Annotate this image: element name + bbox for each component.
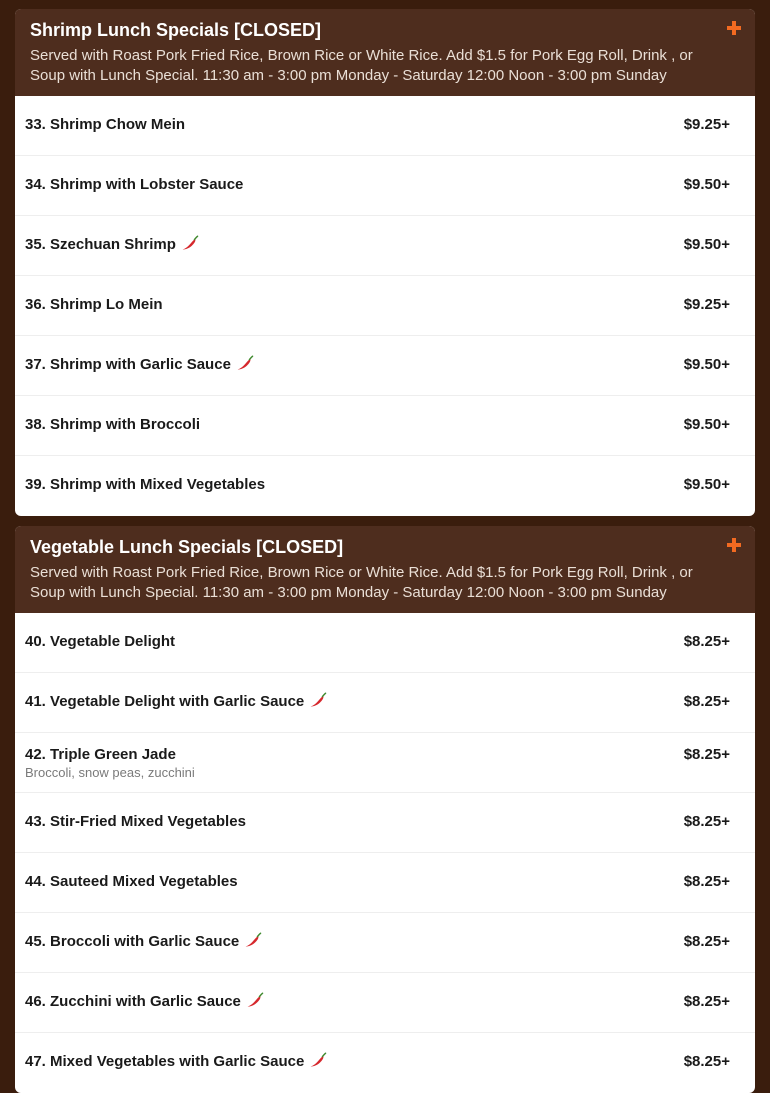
menu-item-name: [25, 115, 185, 135]
section-items: [15, 96, 755, 516]
menu-item-price: $9.25+: [683, 296, 730, 313]
section-header[interactable]: [15, 526, 755, 613]
menu-item-name: [25, 235, 199, 255]
menu-item-name: [25, 872, 238, 892]
menu-item-name-text: 35. Szechuan Shrimp: [25, 236, 176, 253]
menu-item-price: $9.50+: [683, 416, 730, 433]
menu-item[interactable]: [15, 853, 755, 913]
menu-item-name: [25, 355, 254, 375]
menu-item[interactable]: [15, 973, 755, 1033]
menu-item[interactable]: [15, 733, 755, 793]
menu-item-description: Broccoli, snow peas, zucchini: [25, 765, 195, 780]
menu-item-name: [25, 992, 264, 1012]
section-description: Served with Roast Pork Fried Rice, Brown Rice or White Rice. Add $1.5 for Pork Egg Roll, Drink , or Soup with Lunch Special. 11:30 am - 3:00 pm Monday - Saturday 12:00 Noon - 3:00 pm Sunday: [30, 47, 693, 84]
section-description: Served with Roast Pork Fried Rice, Brown Rice or White Rice. Add $1.5 for Pork Egg Roll, Drink , or Soup with Lunch Special. 11:30 am - 3:00 pm Monday - Saturday 12:00 Noon - 3:00 pm Sunday: [30, 564, 693, 601]
menu-item-name-text: 38. Shrimp with Broccoli: [25, 416, 201, 433]
chili-pepper-icon: [181, 235, 199, 251]
menu-item-name-text: 33. Shrimp Chow Mein: [25, 116, 186, 133]
menu-item-name-text: 45. Broccoli with Garlic Sauce: [25, 933, 240, 950]
menu-item-name: [25, 415, 200, 435]
chili-pepper-icon: [246, 992, 264, 1008]
chili-pepper-icon: [244, 932, 262, 948]
menu-item[interactable]: [15, 216, 755, 276]
plus-icon[interactable]: [725, 536, 743, 554]
menu-item-name: [25, 295, 163, 315]
menu-item-name-text: 43. Stir-Fried Mixed Vegetables: [25, 813, 246, 830]
menu-item-price: $8.25+: [683, 633, 730, 650]
menu-item-price: $8.25+: [683, 933, 730, 950]
menu-section-shrimp-lunch-specials: [15, 9, 755, 516]
menu-section-vegetable-lunch-specials: [15, 526, 755, 1093]
menu-item[interactable]: [15, 613, 755, 673]
menu-item-name-text: 46. Zucchini with Garlic Sauce: [25, 993, 241, 1010]
menu-item[interactable]: [15, 673, 755, 733]
menu-item-price: $9.50+: [683, 356, 730, 373]
menu-item-price: $8.25+: [683, 813, 730, 830]
menu-item[interactable]: [15, 1033, 755, 1093]
menu-item-name: [25, 1052, 327, 1072]
section-title: Vegetable Lunch Specials [CLOSED]: [30, 537, 344, 557]
menu-item-price: $9.50+: [683, 236, 730, 253]
menu-item-name: [25, 812, 246, 832]
chili-pepper-icon: [309, 692, 327, 708]
menu-item-name-text: 40. Vegetable Delight: [25, 633, 176, 650]
menu-item[interactable]: [15, 336, 755, 396]
menu-item-name-text: 47. Mixed Vegetables with Garlic Sauce: [25, 1053, 305, 1070]
plus-icon[interactable]: [725, 19, 743, 37]
menu-item-name-text: 36. Shrimp Lo Mein: [25, 296, 163, 313]
menu-item[interactable]: [15, 396, 755, 456]
menu-item-name-text: 42. Triple Green Jade: [25, 746, 176, 763]
menu-item-price: $8.25+: [683, 746, 730, 763]
menu-item-name: [25, 692, 327, 712]
menu-item[interactable]: [15, 793, 755, 853]
menu-item[interactable]: [15, 276, 755, 336]
menu-item-name: [25, 475, 265, 495]
section-items: [15, 613, 755, 1093]
menu-item-name: [25, 745, 176, 765]
menu-item-name-text: 41. Vegetable Delight with Garlic Sauce: [25, 693, 305, 710]
menu-item-price: $8.25+: [683, 873, 730, 890]
menu-item-price: $8.25+: [683, 693, 730, 710]
menu-item[interactable]: [15, 913, 755, 973]
menu-item-name: [25, 632, 175, 652]
menu-item-name-text: 37. Shrimp with Garlic Sauce: [25, 356, 231, 373]
menu-item-name: [25, 932, 262, 952]
menu-item-price: $8.25+: [683, 993, 730, 1010]
menu-item-price: $9.50+: [683, 476, 730, 493]
menu-item-name-text: 39. Shrimp with Mixed Vegetables: [25, 476, 266, 493]
menu-item[interactable]: [15, 156, 755, 216]
menu-item-price: $9.50+: [683, 176, 730, 193]
menu-item-price: $8.25+: [683, 1053, 730, 1070]
section-header[interactable]: [15, 9, 755, 96]
menu-item[interactable]: [15, 456, 755, 516]
chili-pepper-icon: [236, 355, 254, 371]
chili-pepper-icon: [309, 1052, 327, 1068]
section-title: Shrimp Lunch Specials [CLOSED]: [30, 20, 322, 40]
menu-item-price: $9.25+: [683, 116, 730, 133]
menu-item[interactable]: [15, 96, 755, 156]
menu-item-name-text: 34. Shrimp with Lobster Sauce: [25, 176, 244, 193]
menu-item-name: [25, 175, 243, 195]
menu-item-name-text: 44. Sauteed Mixed Vegetables: [25, 873, 238, 890]
